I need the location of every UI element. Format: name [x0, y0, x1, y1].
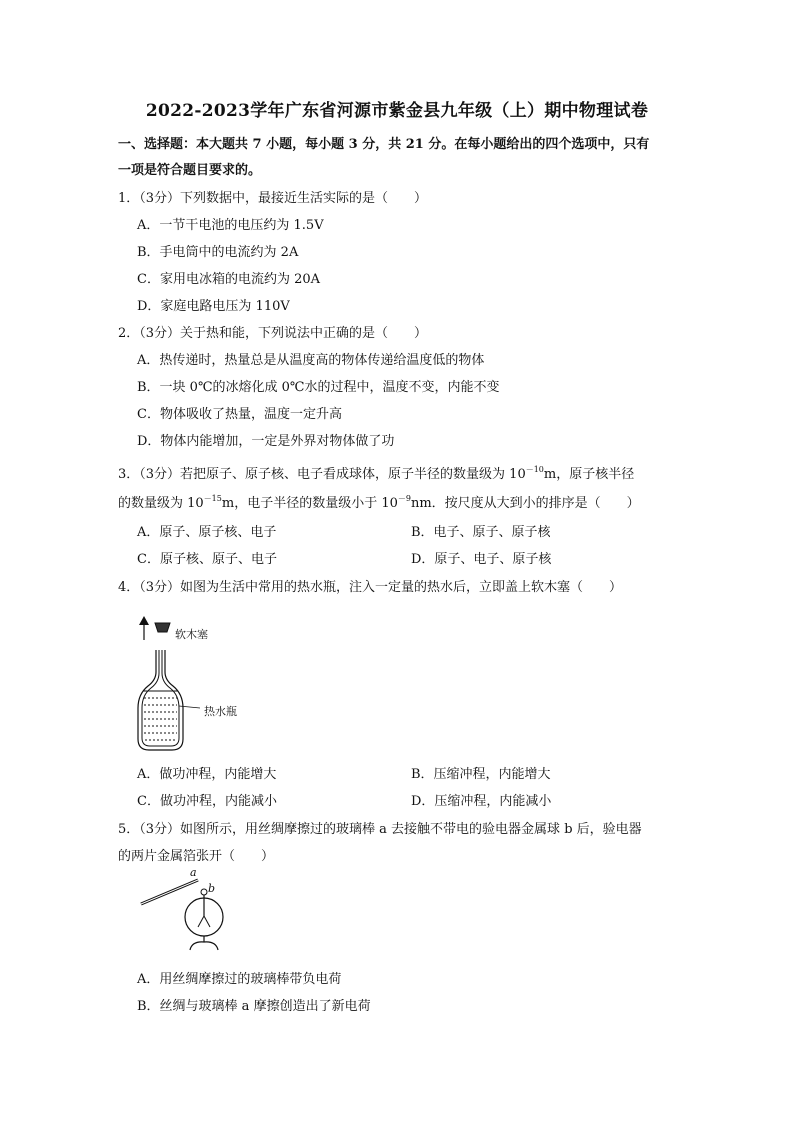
metal-leaf-left: [198, 916, 204, 927]
question-4-option-c: C．做功冲程，内能减小: [137, 794, 277, 809]
question-3-option-c: C．原子核、原子、电子: [137, 552, 277, 567]
question-2-option-c: C．物体吸收了热量，温度一定升高: [137, 407, 342, 422]
glass-rod: [141, 880, 198, 904]
cork-label: 软木塞: [175, 628, 208, 641]
question-1-option-a: A．一节干电池的电压约为 1.5V: [137, 218, 324, 233]
flask-outer-wall: [138, 650, 183, 750]
section-heading-line-1: 一、选择题：本大题共 7 小题，每小题 3 分，共 21 分。在每小题给出的四个选项中，只有: [118, 137, 650, 152]
question-4-option-d: D．压缩冲程，内能减小: [411, 794, 552, 809]
q3-exponent-1: －10: [525, 465, 544, 474]
flask-label: 热水瓶: [204, 705, 237, 718]
question-3-option-d: D．原子、电子、原子核: [411, 552, 552, 567]
section-heading-line-2: 一项是符合题目要求的。: [118, 163, 262, 178]
q3-text-c: 的数量级为 10: [118, 496, 204, 511]
electroscope-figure: [136, 870, 246, 960]
q3-text-a: 3．（3分）若把原子、原子核、电子看成球体，原子半径的数量级为 10: [118, 467, 526, 482]
question-5-option-a: A．用丝绸摩擦过的玻璃棒带负电荷: [137, 972, 342, 987]
ball-label: b: [208, 882, 216, 895]
question-1-option-b: B．手电筒中的电流约为 2A: [137, 245, 299, 260]
q3-text-b: m，原子核半径: [543, 467, 635, 482]
question-5-stem-line-1: 5．（3分）如图所示，用丝绸摩擦过的玻璃棒 a 去接触不带电的验电器金属球 b 后，验电器: [118, 822, 642, 837]
q3-text-d: m，电子半径的数量级小于 10: [221, 496, 398, 511]
q3-exponent-3: －9: [397, 494, 411, 503]
question-1-stem: 1．（3分）下列数据中，最接近生活实际的是（ ）: [118, 191, 428, 206]
section-heading: [118, 132, 678, 184]
q3-exponent-2: －15: [203, 494, 222, 503]
up-arrow-icon: [139, 616, 149, 640]
question-1-option-d: D．家庭电路电压为 110V: [137, 299, 290, 314]
water-dashes: [144, 698, 177, 740]
rod-label: a: [190, 866, 197, 879]
metal-leaf-right: [204, 916, 210, 927]
question-4-option-b: B．压缩冲程，内能增大: [411, 767, 551, 782]
flask-label-leader: [179, 706, 200, 708]
question-2-option-b: B．一块 0℃的冰熔化成 0℃水的过程中，温度不变，内能不变: [137, 380, 500, 395]
question-5-option-b: B．丝绸与玻璃棒 a 摩擦创造出了新电荷: [137, 999, 371, 1014]
cork-stopper: [155, 623, 170, 632]
metal-ball: [201, 889, 207, 895]
page-title: 2022-2023学年广东省河源市紫金县九年级（上）期中物理试卷: [145, 101, 649, 121]
question-1-option-c: C．家用电冰箱的电流约为 20A: [137, 272, 321, 287]
q3-text-e: nm．按尺度从大到小的排序是（ ）: [410, 496, 640, 511]
stand-base: [190, 942, 218, 950]
question-2-option-a: A．热传递时，热量总是从温度高的物体传递给温度低的物体: [137, 353, 485, 368]
question-5-stem-line-2: 的两片金属箔张开（ ）: [118, 849, 275, 864]
question-2-option-d: D．物体内能增加，一定是外界对物体做了功: [137, 434, 395, 449]
question-4-option-a: A．做功冲程，内能增大: [137, 767, 277, 782]
question-3-option-a: A．原子、原子核、电子: [137, 525, 277, 540]
question-3-option-b: B．电子、原子、原子核: [411, 525, 551, 540]
question-3-stem-line-2: [118, 495, 640, 513]
question-2-stem: 2．（3分）关于热和能，下列说法中正确的是（ ）: [118, 326, 428, 341]
question-3-stem-line-1: [118, 466, 634, 484]
question-4-stem: 4．（3分）如图为生活中常用的热水瓶，注入一定量的热水后，立即盖上软木塞（ ）: [118, 580, 623, 595]
